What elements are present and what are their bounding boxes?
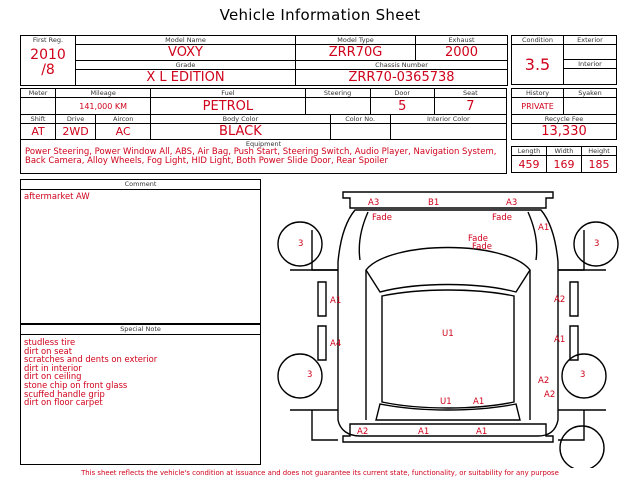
width-label: Width [547,147,582,156]
interior-color-value [390,124,506,140]
first-reg-label: First Reg. [32,36,64,44]
mark-wheel-rear-right: 3 [580,370,586,380]
interior-label: Interior [564,60,617,69]
dimensions-table [511,146,617,173]
exterior-value [564,45,617,60]
fuel-label: Fuel [151,89,305,98]
syaken-value [564,98,617,115]
special-note-item: stone chip on front glass [24,379,128,390]
vehicle-damage-diagram [270,180,620,468]
drive-label: Drive [56,115,96,124]
height-value: 185 [582,156,617,173]
special-note-label: Special Note [21,325,260,335]
mark-u1-roof: U1 [442,329,454,339]
first-reg-cell [21,36,76,86]
condition-label: Condition [512,36,564,45]
mark-a2-rear-bumper: A2 [357,427,369,437]
special-note-item: scuffed handle grip [24,388,105,399]
mileage-label: Mileage [56,89,151,98]
mark-a3-front-right: A3 [506,198,518,208]
model-name-value: VOXY [76,45,296,61]
vehicle-basic-table [20,35,508,86]
mark-wheel-rear-left: 3 [307,370,313,380]
meter-label: Meter [21,89,56,98]
shift-label: Shift [21,115,56,124]
mark-wheel-front-right: 3 [594,239,600,249]
syaken-label: Syaken [564,89,617,98]
interior-color-label: Interior Color [390,115,506,124]
mark-u1-rear: U1 [440,397,452,407]
mark-a1-rear: A1 [473,397,485,407]
shift-value: AT [21,124,56,140]
history-label: History [512,89,564,98]
mark-fade-hood-1: Fade [468,234,488,244]
history-table [511,88,617,140]
chassis-value: ZRR70-0365738 [296,70,508,86]
seat-label: Seat [434,89,506,98]
roof-outline [382,290,514,408]
first-reg-year: 2010 [30,47,66,63]
mark-a2-rear-right: A2 [538,376,550,386]
special-note-item: dirt on floor carpet [24,397,103,408]
rear-bumper-outline [343,424,553,442]
windshield-outline [366,248,530,293]
width-value: 169 [547,156,582,173]
equipment-label: Equipment [245,140,282,148]
chassis-label: Chassis Number [296,61,508,70]
special-note-item: dirt in interior [24,362,82,373]
door-label: Door [370,89,434,98]
equipment-box [20,139,507,174]
comment-label: Comment [21,180,260,190]
recycle-fee-value: 13,330 [512,124,617,140]
color-no-value [330,124,390,140]
first-reg-month: /8 [41,62,55,78]
steering-label: Steering [305,89,370,98]
mark-b1-front: B1 [428,198,440,208]
right-side-outline [570,282,578,360]
color-no-label: Color No. [330,115,390,124]
special-note-list [21,335,260,409]
exhaust-label: Exhaust [416,36,508,45]
left-side-outline [318,282,326,360]
mark-wheel-front-left: 3 [298,239,304,249]
vehicle-spec-table [20,88,507,140]
seat-value: 7 [434,98,506,115]
aircon-value: AC [96,124,151,140]
mark-a4-left: A4 [330,339,342,349]
mark-a1-rear-bumper-right: A1 [476,427,488,437]
comment-text: aftermarket AW [24,191,90,201]
recycle-fee-label: Recycle Fee [512,115,617,124]
height-label: Height [582,147,617,156]
special-note-box [20,324,261,465]
drive-value: 2WD [56,124,96,140]
mark-a1-right: A1 [554,335,566,345]
mark-fade-hood-2: Fade [472,242,492,252]
mark-fade-front-right: Fade [492,213,512,223]
grade-label: Grade [76,61,296,70]
condition-table [511,35,617,85]
mileage-value: 141,000 KM [56,98,151,115]
special-note-item: dirt on seat [24,345,73,356]
length-label: Length [512,147,547,156]
special-note-item: scratches and dents on exterior [24,354,158,365]
mark-a1-top-right: A1 [538,223,550,233]
mark-a2-right: A2 [554,295,566,305]
history-value: PRIVATE [512,98,564,115]
special-note-item: studless tire [24,337,76,347]
mark-a2-bottom-right: A2 [544,390,556,400]
model-type-label: Model Type [296,36,416,45]
door-value: 5 [370,98,434,115]
grade-value: X L EDITION [76,70,296,86]
body-color-label: Body Color [151,115,330,124]
steering-value [305,98,370,115]
disclaimer-footer: This sheet reflects the vehicle's condition at issuance and does not guarantee its current state, functionality, or suitability for any purpose [81,469,559,477]
mark-fade-front-left: Fade [372,213,392,223]
meter-value [21,98,56,115]
equipment-text: Power Steering, Power Window All, ABS, Air Bag, Push Start, Steering Switch, Audio Player, Navigation System, Back Camera, Alloy Wheels, Fog Light, HID Light, Both Power Slide Door, Rear Spoiler [25,147,497,166]
interior-value [564,69,617,85]
model-type-value: ZRR70G [296,45,416,61]
spare-wheel-icon [560,426,604,468]
comment-box [20,179,261,324]
rear-left-wheel-icon [278,354,322,398]
mark-a3-front-left: A3 [368,198,380,208]
body-color-value: BLACK [151,124,330,140]
exterior-label: Exterior [564,36,617,45]
fuel-value: PETROL [151,98,305,115]
mark-a1-left: A1 [330,296,342,306]
mark-a1-rear-bumper-mid: A1 [418,427,430,437]
special-note-item: dirt on ceiling [24,371,82,382]
length-value: 459 [512,156,547,173]
condition-value: 3.5 [512,45,564,85]
model-name-label: Model Name [76,36,296,45]
page-title: Vehicle Information Sheet [219,6,421,24]
aircon-label: Aircon [96,115,151,124]
exhaust-value: 2000 [416,45,508,61]
